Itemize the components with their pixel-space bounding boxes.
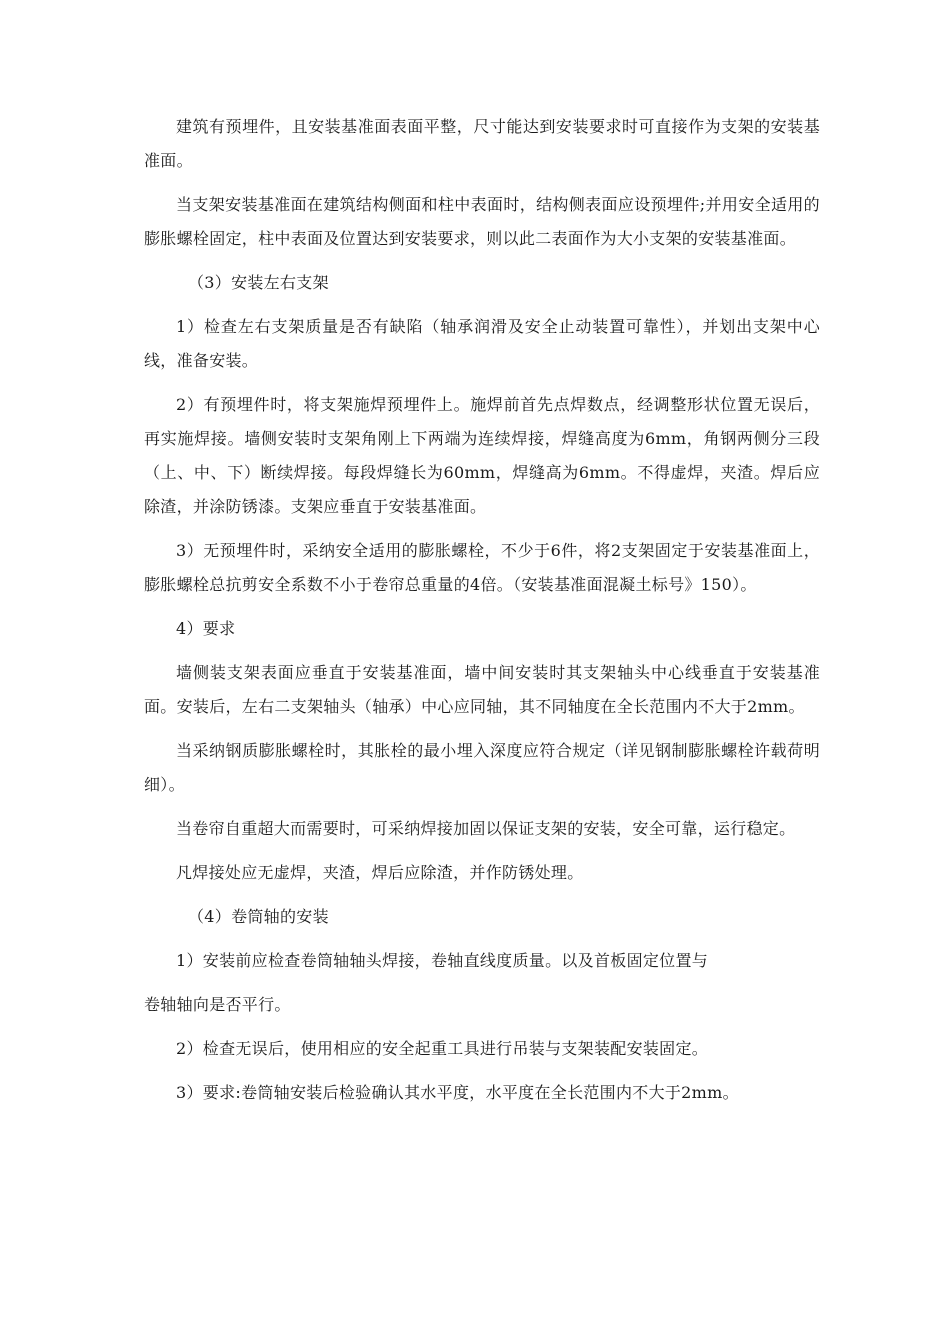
paragraph-steel-bolts: 当采纳钢质膨胀螺栓时，其胀栓的最小埋入深度应符合规定（详见钢制膨胀螺栓许载荷明细）。 [144, 741, 820, 794]
section-heading-3: （3）安装左右支架 [188, 273, 329, 292]
step-3-2: 2）有预埋件时，将支架施焊预埋件上。施焊前首先点焊数点，经调整形状位置无误后，再实施焊接。墙侧安装时支架角刚上下两端为连续焊接，焊缝高度为6mm，角钢两侧分三段（上、中、下）断续焊接。每段焊缝长为60mm，焊缝高为6mm。不得虚焊，夹渣。焊后应除渣，并涂防锈漆。支架应垂直于安装基准面。 [144, 395, 820, 516]
paragraph-embedded-parts: 建筑有预埋件，且安装基准面表面平整，尺寸能达到安装要求时可直接作为支架的安装基准面。 [144, 117, 820, 170]
step-3-4: 4）要求 [176, 619, 236, 638]
step-3-3: 3）无预埋件时，采纳安全适用的膨胀螺栓，不少于6件，将2支架固定于安装基准面上，膨胀螺栓总抗剪安全系数不小于卷帘总重量的4倍。（安装基准面混凝土标号》150）。 [144, 541, 820, 594]
section-heading-4: （4）卷筒轴的安装 [188, 907, 329, 926]
paragraph-welding: 凡焊接处应无虚焊，夹渣，焊后应除渣，并作防锈处理。 [176, 863, 584, 882]
step-3-1: 1）检查左右支架质量是否有缺陷（轴承润滑及安全止动装置可靠性），并划出支架中心线，准备安装。 [144, 317, 820, 370]
step-4-1-line2: 卷轴轴向是否平行。 [144, 995, 291, 1014]
paragraph-weight: 当卷帘自重超大而需要时，可采纳焊接加固以保证支架的安装，安全可靠，运行稳定。 [176, 819, 796, 838]
paragraph-requirements: 墙侧装支架表面应垂直于安装基准面，墙中间安装时其支架轴头中心线垂直于安装基准面。安装后，左右二支架轴头（轴承）中心应同轴，其不同轴度在全长范围内不大于2mm。 [144, 663, 820, 716]
document-page [144, 110, 820, 1110]
paragraph-side-surface: 当支架安装基准面在建筑结构侧面和柱中表面时，结构侧表面应设预埋件;并用安全适用的膨胀螺栓固定，柱中表面及位置达到安装要求，则以此二表面作为大小支架的安装基准面。 [144, 195, 820, 248]
step-4-3: 3）要求:卷筒轴安装后检验确认其水平度，水平度在全长范围内不大于2mm。 [176, 1083, 739, 1102]
step-4-1-line1: 1）安装前应检查卷筒轴轴头焊接，卷轴直线度质量。以及首板固定位置与 [176, 951, 709, 970]
step-4-2: 2）检查无误后，使用相应的安全起重工具进行吊装与支架装配安装固定。 [176, 1039, 709, 1058]
